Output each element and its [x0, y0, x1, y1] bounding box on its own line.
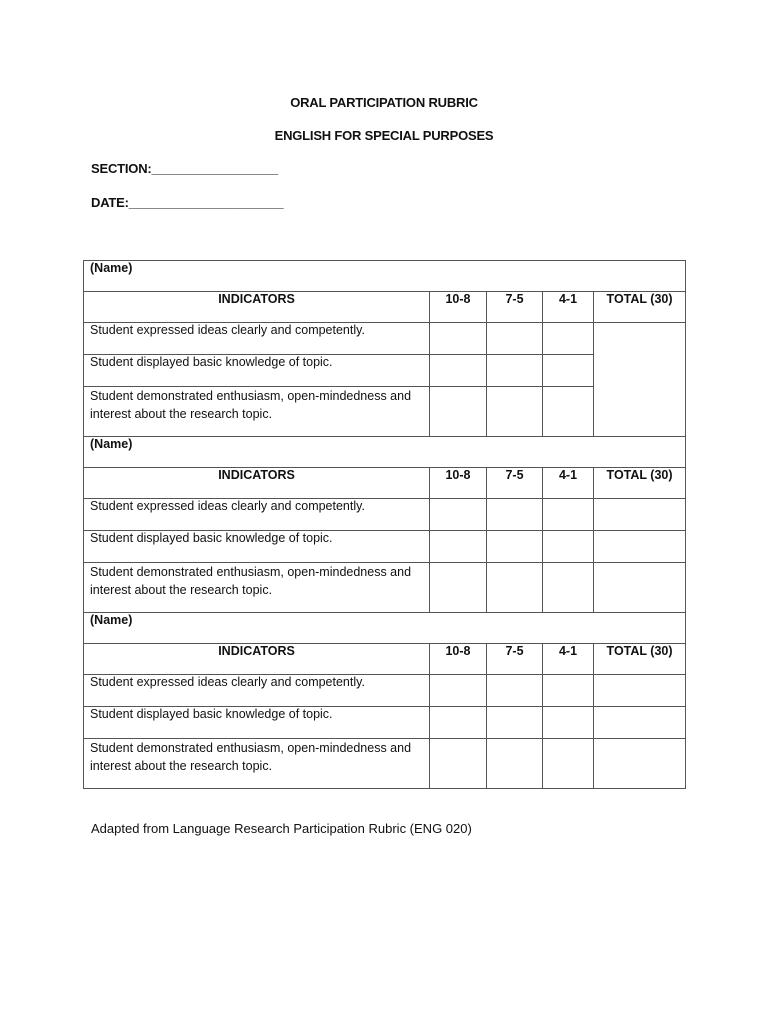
- section-field: SECTION:__________________: [91, 161, 279, 176]
- student-name-cell: (Name): [84, 437, 686, 468]
- indicator-text: Student expressed ideas clearly and competently.: [84, 675, 430, 707]
- header-score-7-5: 7-5: [487, 292, 543, 323]
- header-score-10-8: 10-8: [430, 468, 487, 499]
- score-cell: [487, 387, 543, 437]
- score-cell: [543, 675, 594, 707]
- student-name-row: [84, 437, 686, 468]
- header-indicators: INDICATORS: [84, 292, 430, 323]
- score-cell: [487, 707, 543, 739]
- header-score-7-5: 7-5: [487, 468, 543, 499]
- student-name-cell: (Name): [84, 613, 686, 644]
- score-cell: [543, 739, 594, 789]
- indicator-row: [84, 675, 686, 707]
- indicator-text: Student expressed ideas clearly and competently.: [84, 499, 430, 531]
- score-cell: [430, 355, 487, 387]
- header-score-10-8: 10-8: [430, 644, 487, 675]
- header-row: [84, 468, 686, 499]
- score-cell: [430, 563, 487, 613]
- score-cell: [543, 531, 594, 563]
- score-cell: [543, 563, 594, 613]
- score-cell: [430, 675, 487, 707]
- score-cell: [430, 739, 487, 789]
- header-total: TOTAL (30): [594, 644, 686, 675]
- indicator-row: [84, 739, 686, 789]
- score-cell: [543, 323, 594, 355]
- indicator-row: [84, 323, 686, 355]
- total-cell: [594, 323, 686, 437]
- header-score-7-5: 7-5: [487, 644, 543, 675]
- score-cell: [543, 355, 594, 387]
- indicator-text: Student demonstrated enthusiasm, open-mindedness and interest about the research topic.: [84, 387, 430, 437]
- score-cell: [430, 387, 487, 437]
- header-row: [84, 292, 686, 323]
- header-total: TOTAL (30): [594, 468, 686, 499]
- indicator-text: Student expressed ideas clearly and competently.: [84, 323, 430, 355]
- indicator-text: Student demonstrated enthusiasm, open-mindedness and interest about the research topic.: [84, 739, 430, 789]
- total-cell: [594, 499, 686, 531]
- student-name-cell: (Name): [84, 261, 686, 292]
- indicator-row: [84, 531, 686, 563]
- indicator-text: Student displayed basic knowledge of topic.: [84, 531, 430, 563]
- student-name-row: [84, 261, 686, 292]
- score-cell: [543, 387, 594, 437]
- student-name-row: [84, 613, 686, 644]
- indicator-text: Student displayed basic knowledge of topic.: [84, 707, 430, 739]
- indicator-row: [84, 563, 686, 613]
- header-indicators: INDICATORS: [84, 644, 430, 675]
- header-indicators: INDICATORS: [84, 468, 430, 499]
- total-cell: [594, 675, 686, 707]
- indicator-row: [84, 499, 686, 531]
- score-cell: [430, 499, 487, 531]
- score-cell: [487, 563, 543, 613]
- score-cell: [487, 739, 543, 789]
- header-score-10-8: 10-8: [430, 292, 487, 323]
- score-cell: [430, 323, 487, 355]
- document-title: ORAL PARTICIPATION RUBRIC: [290, 95, 478, 110]
- header-score-4-1: 4-1: [543, 468, 594, 499]
- rubric-table: [83, 260, 686, 789]
- total-cell: [594, 739, 686, 789]
- score-cell: [543, 707, 594, 739]
- header-row: [84, 644, 686, 675]
- total-cell: [594, 563, 686, 613]
- date-field: DATE:______________________: [91, 195, 284, 210]
- score-cell: [543, 499, 594, 531]
- header-score-4-1: 4-1: [543, 644, 594, 675]
- score-cell: [487, 499, 543, 531]
- document-subtitle: ENGLISH FOR SPECIAL PURPOSES: [274, 128, 494, 143]
- header-total: TOTAL (30): [594, 292, 686, 323]
- header-score-4-1: 4-1: [543, 292, 594, 323]
- score-cell: [487, 675, 543, 707]
- indicator-text: Student demonstrated enthusiasm, open-mindedness and interest about the research topic.: [84, 563, 430, 613]
- score-cell: [487, 355, 543, 387]
- score-cell: [487, 323, 543, 355]
- indicator-text: Student displayed basic knowledge of topic.: [84, 355, 430, 387]
- score-cell: [430, 531, 487, 563]
- score-cell: [487, 531, 543, 563]
- total-cell: [594, 531, 686, 563]
- score-cell: [430, 707, 487, 739]
- indicator-row: [84, 707, 686, 739]
- source-note: Adapted from Language Research Participation Rubric (ENG 020): [91, 821, 472, 836]
- total-cell: [594, 707, 686, 739]
